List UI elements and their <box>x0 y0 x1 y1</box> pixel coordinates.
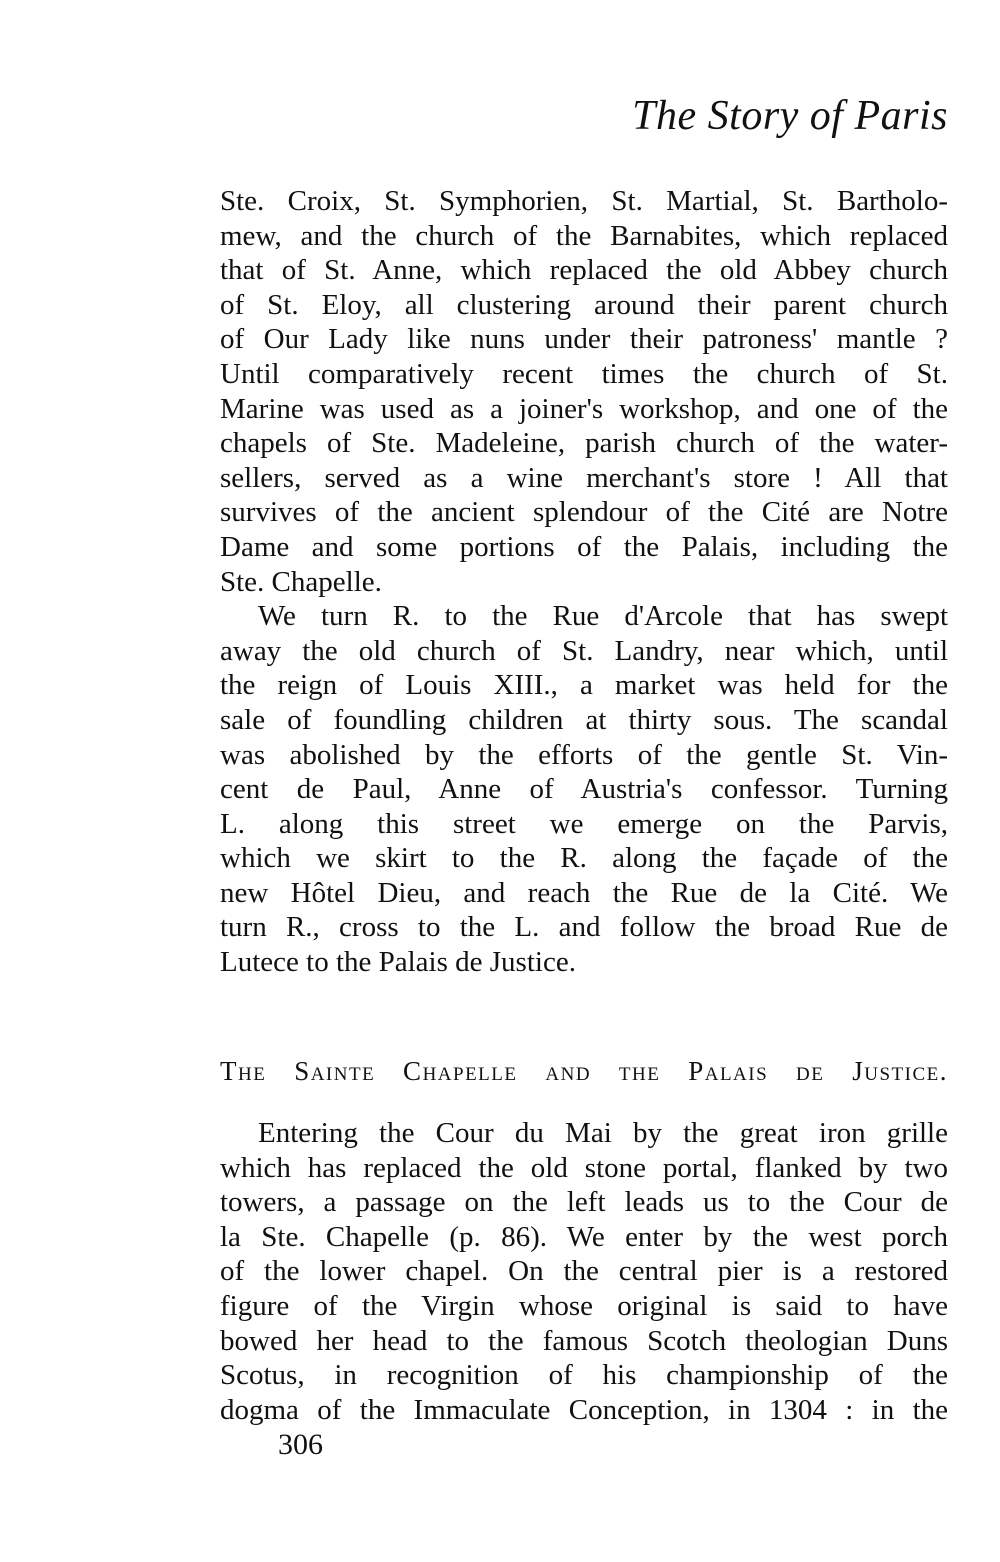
text-line: sellers, served as a wine merchant's store ! All that <box>220 461 948 494</box>
section-heading: The Sainte Chapelle and the Palais de Justice. <box>220 1056 948 1086</box>
paragraph-3 <box>220 1116 948 1427</box>
body-text-bottom <box>220 1116 948 1427</box>
text-line: turn R., cross to the L. and follow the broad Rue de <box>220 911 948 944</box>
text-line: figure of the Virgin whose original is said to have <box>220 1289 948 1322</box>
text-line: sale of foundling children at thirty sous. The scandal <box>220 703 948 736</box>
page-number: 306 <box>278 1428 323 1461</box>
text-line: Lutece to the Palais de Justice. <box>220 946 576 979</box>
text-line: towers, a passage on the left leads us to the Cour de <box>220 1186 948 1219</box>
text-line: away the old church of St. Landry, near which, until <box>220 634 948 667</box>
running-head: The Story of Paris <box>632 93 948 139</box>
text-line: We turn R. to the Rue d'Arcole that has swept <box>258 600 948 633</box>
text-line: Scotus, in recognition of his championship of the <box>220 1359 948 1392</box>
text-line: Entering the Cour du Mai by the great iron grille <box>258 1117 948 1149</box>
text-line: la Ste. Chapelle (p. 86). We enter by the west porch <box>220 1220 948 1253</box>
text-line: mew, and the church of the Barnabites, which replaced <box>220 219 948 252</box>
text-line: of Our Lady like nuns under their patroness' mantle ? <box>220 323 948 356</box>
text-line: Marine was used as a joiner's workshop, and one of the <box>220 392 948 425</box>
text-line: of St. Eloy, all clustering around their parent church <box>220 288 948 321</box>
paragraph-1 <box>220 184 948 599</box>
text-line: of the lower chapel. On the central pier is a restored <box>220 1255 948 1288</box>
text-line: that of St. Anne, which replaced the old Abbey church <box>220 254 948 287</box>
text-line: Ste. Chapelle. <box>220 565 382 598</box>
text-line: bowed her head to the famous Scotch theologian Duns <box>220 1324 948 1357</box>
text-line: the reign of Louis XIII., a market was held for the <box>220 669 948 702</box>
text-line: which has replaced the old stone portal, flanked by two <box>220 1151 948 1184</box>
text-line: chapels of Ste. Madeleine, parish church of the water- <box>220 427 948 460</box>
text-line: survives of the ancient splendour of the Cité are Notre <box>220 496 948 529</box>
text-line: Dame and some portions of the Palais, including the <box>220 530 948 563</box>
text-line: Ste. Croix, St. Symphorien, St. Martial, St. Bartholo- <box>220 185 948 217</box>
text-line: Until comparatively recent times the church of St. <box>220 357 948 390</box>
paragraph-2 <box>220 599 948 980</box>
text-line: cent de Paul, Anne of Austria's confessor. Turning <box>220 773 948 806</box>
text-line: L. along this street we emerge on the Parvis, <box>220 807 948 840</box>
text-line: was abolished by the efforts of the gentle St. Vin- <box>220 738 948 771</box>
text-line: dogma of the Immaculate Conception, in 1304 : in the <box>220 1393 948 1426</box>
text-line: which we skirt to the R. along the façade of the <box>220 842 948 875</box>
text-line: new Hôtel Dieu, and reach the Rue de la Cité. We <box>220 876 948 909</box>
body-text-top <box>220 184 948 980</box>
